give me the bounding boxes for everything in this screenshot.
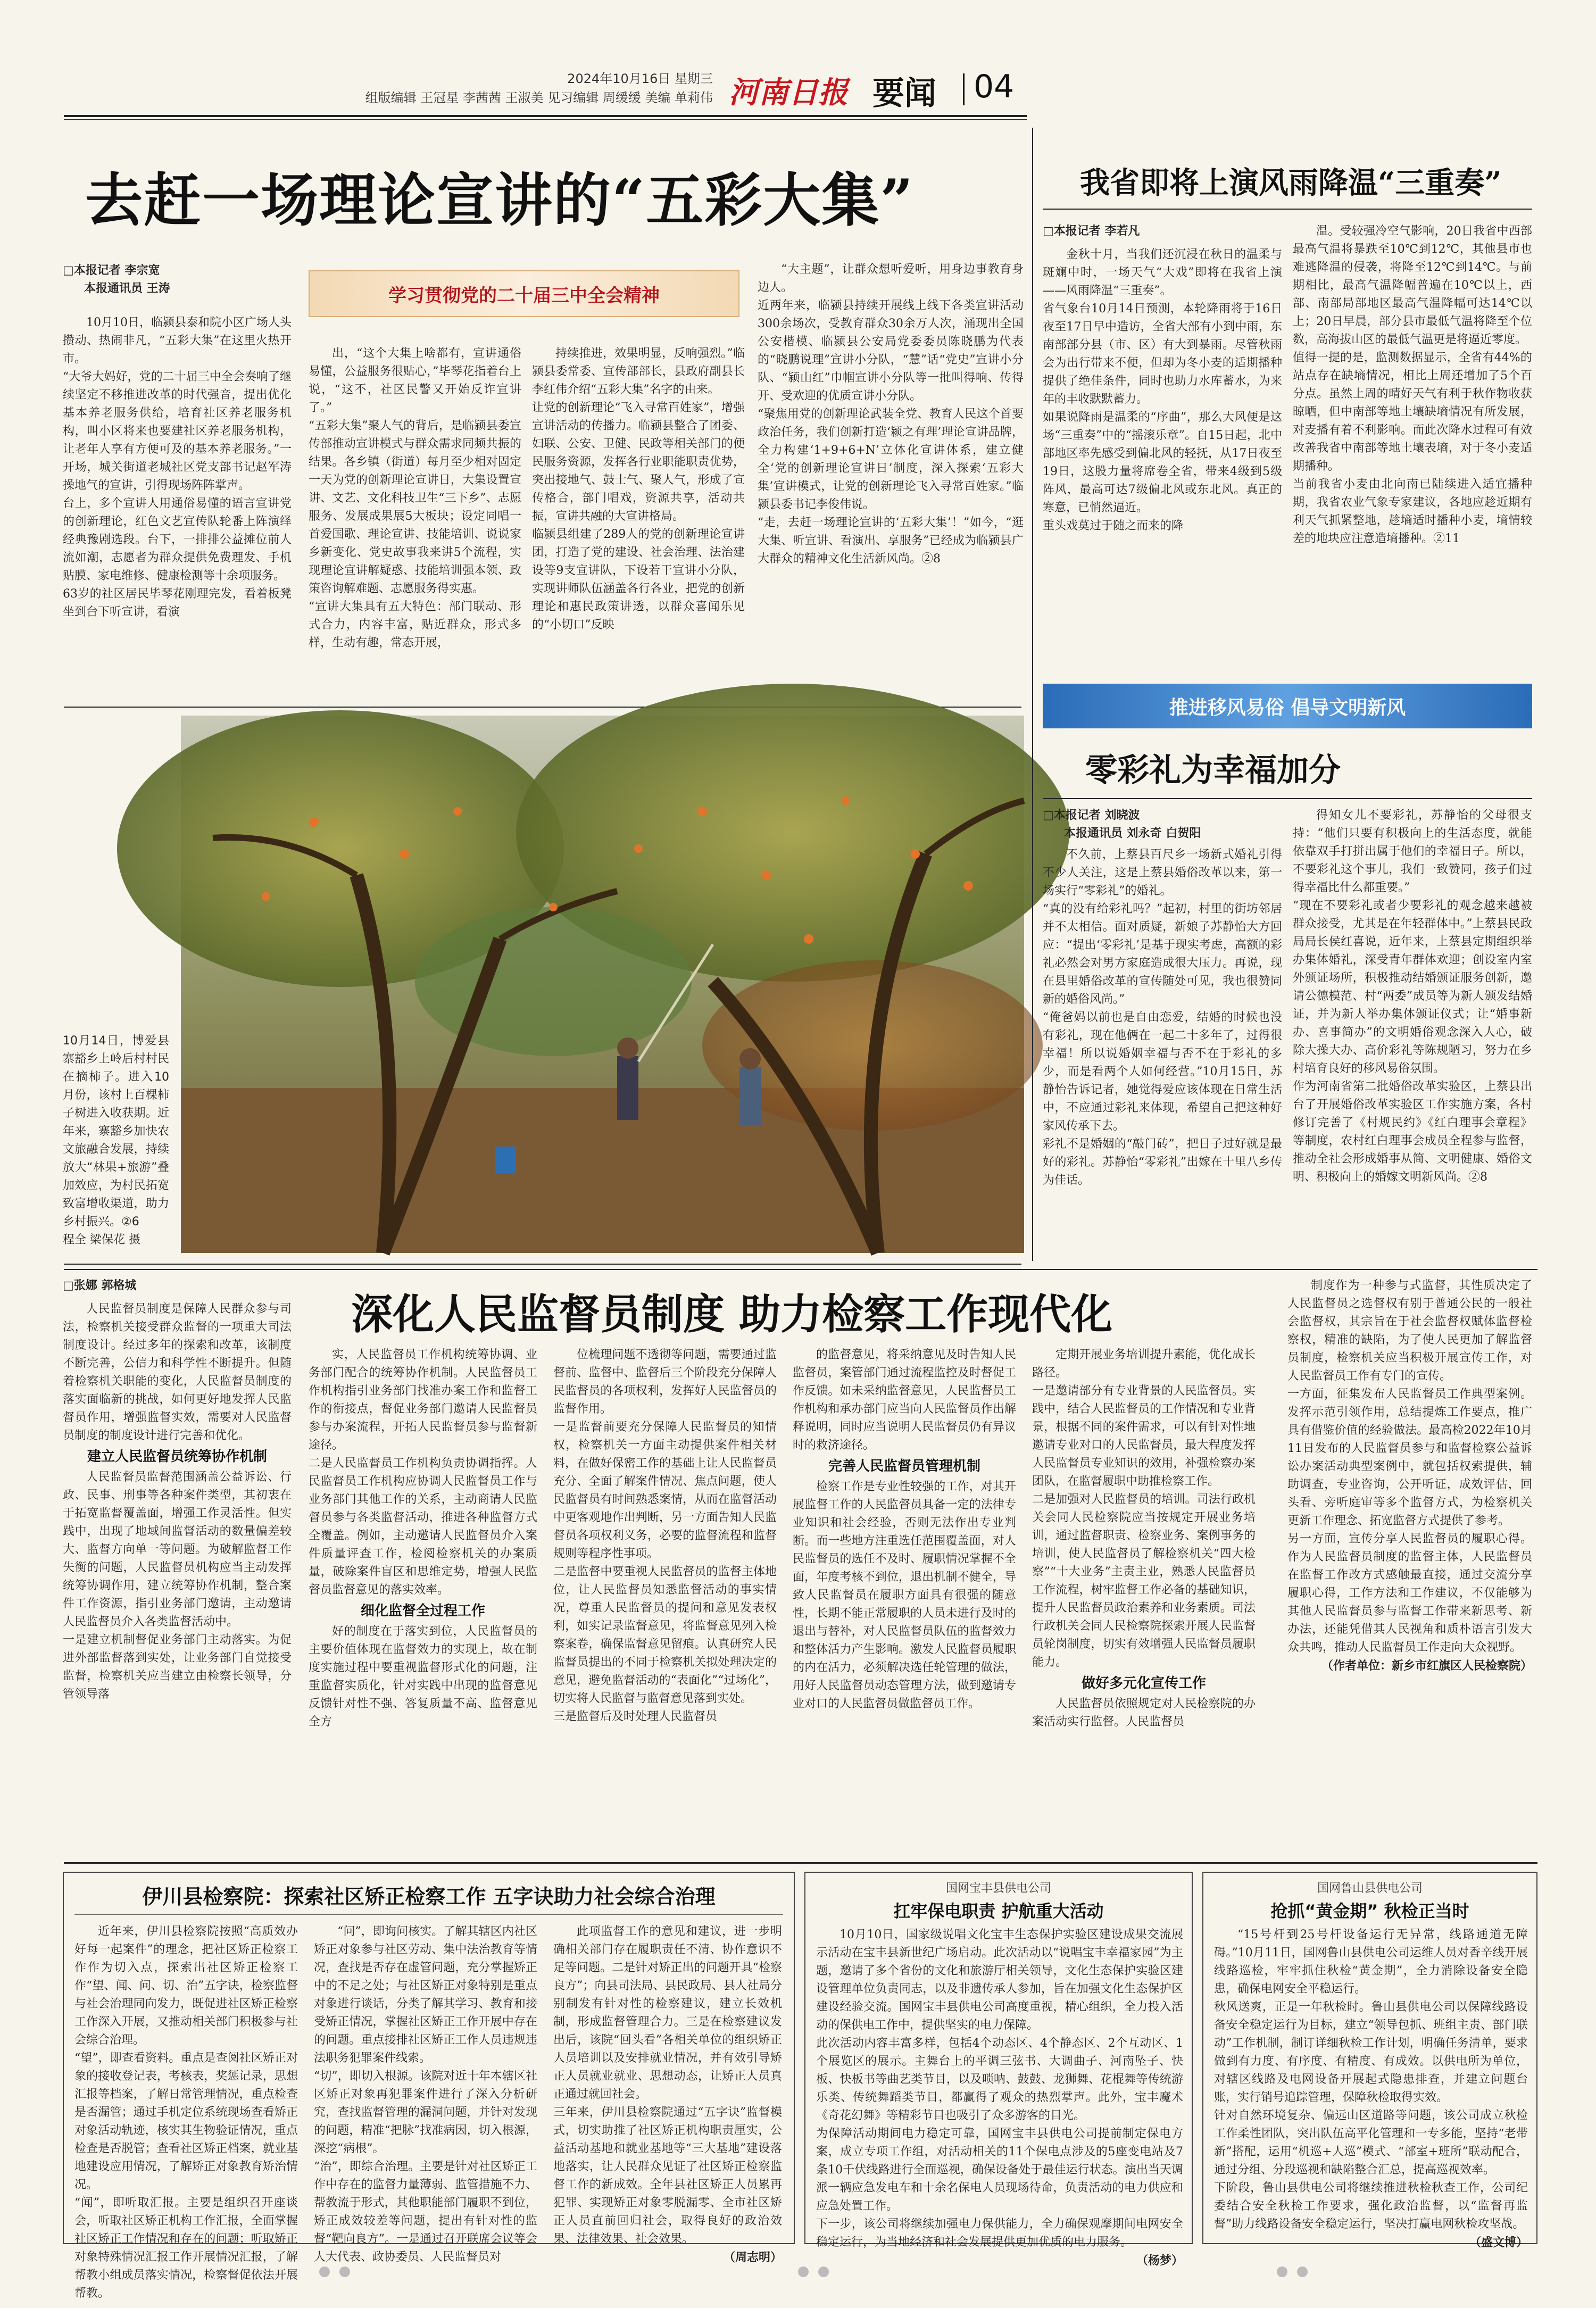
lushan-company: 国网鲁山县供电公司 <box>1317 1882 1423 1895</box>
supervisor-subhead-1: 建立人民监督员统筹协作机制 <box>87 1449 267 1465</box>
yichuan-box <box>63 1872 795 2300</box>
weather-rule <box>1043 209 1532 210</box>
bottom-nav-right <box>1277 2267 1308 2277</box>
supervisor-column-6 <box>1287 1277 1532 1854</box>
supervisor-headline: 深化人民监督员制度 助力检察工作现代化 <box>351 1290 1113 1339</box>
bride-byline <box>1043 807 1201 843</box>
bride-reporter: □本报记者 刘晓波 <box>1043 809 1140 822</box>
persimmon-photo <box>181 716 1024 1253</box>
baofeng-company: 国网宝丰县供电公司 <box>945 1882 1051 1895</box>
lushan-column <box>1214 1926 1528 2249</box>
right-column-divider <box>1032 128 1033 1261</box>
supervisor-col1-text: 人民监督员制度是保障人民群众参与司法，检察机关接受群众监督的一项重大司法制度设计。经过多年的探索和改革，该制度不断完善，公信力和科学性不断提升。但随着检察机关职能的变化，人民监督员制度的落实面临新的挑战，如何更好地发挥人民监督员作用，增强监督实效，需要对人民监督员制度的制度设计进行完善和优化。 <box>63 1302 292 1442</box>
bride-rule <box>1043 798 1532 799</box>
baofeng-column <box>816 1926 1183 2268</box>
lower-rule <box>64 1862 1537 1864</box>
supervisor-col1b-text: 人民监督员监督范围涵盖公益诉讼、行政、民事、刑事等各种案件类型，其初衷在于拓宽监督覆盖面，增强工作灵活性。但实践中，出现了地域间监督活动的数量偏差较大、监督方向单一等问题。为破解监督工作失衡的问题，人民监督员机构应当主动发挥统筹协调作用，建立统筹协作机制，整合案件工作资源，指引业务部门邀请，主动邀请人民监督员介入各类监督活动中。 一是建立机制督促业务部门主动落实。为促进外部监督落到实处，让业务部门自觉接受监督，检察机关应当建立由检察长领导，分管领导落 <box>63 1471 292 1701</box>
lushan-author: （盛文博） <box>1469 2236 1528 2249</box>
weather-headline: 我省即将上演风雨降温“三重奏” <box>1080 165 1502 201</box>
photo-bottom-rule <box>64 1264 1021 1265</box>
supervisor-subhead-4: 做好多元化宣传工作 <box>1081 1675 1206 1691</box>
civility-banner-text: 推进移风易俗 倡导文明新风 <box>1169 696 1406 719</box>
baofeng-author: （杨梦） <box>1136 2254 1183 2268</box>
lead-reporter: □本报记者 李宗宽 <box>63 264 160 277</box>
section-divider <box>963 73 965 105</box>
weather-column-1: 金秋十月，当我们还沉浸在秋日的温柔与斑斓中时，一场天气“大戏”即将在我省上演——风雨降温“三重奏”。 省气象台10月14日预测，本轮降雨将于16日夜至17日早中造访，全省大部有小到中雨，东南部部分县（市、区）有大到暴雨。尽管秋雨会为出行带来不便，但却为冬小麦的适期播种提供了绝佳条件，同时也助力水库蓄水，为来年的丰收默默蓄力。 如果说降雨是温柔的“序曲”，那么大风便是这场“三重奏”中的“摇滚乐章”。自15日起，北中部地区率先感受到偏北风的轻抚，从17日夜至19日，这股力量将席卷全省，带来4级到5级阵风，最高可达7级偏北风或东北风。真正的寒意，已悄然逼近。 重头戏莫过于随之而来的降 <box>1043 248 1282 533</box>
nav-dot-icon <box>818 2267 829 2277</box>
section-title: 要闻 <box>872 75 936 112</box>
nav-dot-icon <box>798 2267 809 2277</box>
bride-headline: 零彩礼为幸福加分 <box>1085 752 1341 789</box>
supervisor-byline: □张娜 郭格城 <box>63 1279 137 1292</box>
supervisor-column-4 <box>793 1346 1016 1854</box>
lead-byline <box>63 262 222 298</box>
supervisor-col4b-text: 检察工作是专业性较强的工作，对其开展监督工作的人民监督员具备一定的法律专业知识和社会经验，否则无法作出专业判断。而一些地方注重选任范围覆盖面，对人民监督员的选任不及时、履职情况掌握不全面，年度考核不到位，退出机制不健全，导致人民监督员在履职方面具有很强的随意性，长期不能正常履职的人员未进行及时的退出与替补，对人民监督员队伍的监督效力和整体活力产生影响。激发人民监督员履职的内在活力，必须解决选任轮管理的做法，用好人民监督员动态管理方法，做到邀请专业对口的人民监督员做监督员工作。 <box>793 1480 1016 1711</box>
bottom-nav-center <box>798 2267 829 2277</box>
yichuan-column-2: “问”，即询问核实。了解其辖区内社区矫正对象参与社区劳动、集中法治教育等情况，查找是否存在虚管问题，充分掌握矫正中的不足之处；与社区矫正对象特别是重点对象进行谈话，分类了解其学习、教育和接受矫正情况，掌握社区矫正工作开展中存在的问题。重点接排社区矫正工作人员违规违法职务犯罪案件线索。 “切”，即切入根源。该院对近十年本辖区社区矫正对象再犯罪案件进行了深入分析研究，查找监督管理的漏洞问题，并针对发现的问题，精准“把脉”找准病因，切入根源，深挖“病根”。 “治”，即综合治理。主要是针对社区矫正工作中存在的监督力量薄弱、监管措施不力、帮教流于形式，其他职能部门履职不到位，矫正成效较差等问题，提出有针对性的监督“靶向良方”。一是通过召开联席会议等会人大代表、政协委员、人民监督员对 <box>314 1925 537 2264</box>
lead-column-1: 10月10日，临颍县泰和院小区广场人头攒动、热闹非凡，“五彩大集”在这里火热开市。 “大爷大妈好，党的二十届三中全会奏响了继续坚定不移推进改革的时代强音，提出优化基本养老服务供给，培育社区养老服务机构，叫小区将来也要建社区养老服务机构，让老年人享有方便可及的基本养老服务。”一开场，城关街道老城社区党支部书记赵军涛操地气的宣讲，引得现场阵阵掌声。 台上，多个宣讲人用通俗易懂的语言宣讲党的创新理论，红色文艺宣传队轮番上阵演绎经典豫剧选段。台下，一排排公益摊位前人流如潮，志愿者为群众提供免费理发、手机贴膜、家电维修、健康检测等十余项服务。 63岁的社区居民毕琴花刚理完发，看着板凳坐到台下听宣讲，看演 <box>63 316 292 619</box>
yichuan-headline: 伊川县检察院：探索社区矫正检察工作 五字诀助力社会综合治理 <box>142 1885 716 1908</box>
nav-dot-icon <box>1297 2267 1308 2277</box>
yichuan-column-1: 近年来，伊川县检察院按照“高质效办好每一起案件”的理念，把社区矫正检察工作作为切入点，探索出社区矫正检察工作“望、闻、问、切、治”五字诀，检察监督与社会治理同向发力，既促进社区矫正检察工作深入开展，又推动相关部门积极参与社会综合治理。 “望”，即查看资料。重点是查阅社区矫正对象的接收登记表，考核表，奖惩记录，思想汇报等档案，了解日常管理情况，重点检查是否漏管；通过手机定位系统现场查看矫正对象活动轨迹，核实其生物验证情况，重点检查是否脱管；查看社区矫正档案，就业基地建设应用情况，了解矫正对象教育矫治情况。 “闻”，即听取汇报。主要是组织召开座谈会，听取社区矫正机构工作汇报，全面掌握社区矫正工作情况和存在的问题；听取矫正对象特殊情况汇报工作开展情况汇报，了解帮教小组成员落实情况，检察督促依法开展帮教。 <box>74 1925 298 2300</box>
lead-column-4: “大主题”，让群众想听爱听，用身边事教育身边人。 近两年来，临颍县持续开展线上线下各类宣讲活动300余场次，受教育群众30余万人次，涌现出全国公安楷模、临颍县公安局党委委员陈晓鹏为代表的“晓鹏说理”宣讲小分队，“慧”话“党史”宣讲小分队、“颍山红”巾帼宣讲小分队等一批叫得响、传得开、受欢迎的优质宣讲小分队。 “聚焦用党的创新理论武装全党、教育人民这个首要政治任务，我们创新打造‘颍之有理’理论宣讲品牌，全力构建‘1+9+6+N’立体化宣讲体系，建立健全‘党的创新理论宣讲日’制度，深入探索‘五彩大集’宣讲模式，让党的创新理论飞入寻常百姓家。”临颍县委书记李俊伟说。 “走，去赶一场理论宣讲的‘五彩大集’！”如今，“逛大集、听宣讲、看演出、享服务”已经成为临颍县广大群众的精神文化生活新风尚。②8 <box>758 263 1024 566</box>
yichuan-column-3 <box>553 1923 782 2264</box>
yichuan-rule <box>74 1914 783 1915</box>
villager-figure-2 <box>739 1067 761 1125</box>
bride-column-1: 不久前，上蔡县百尺乡一场新式婚礼引得不少人关注，这是上蔡县婚俗改革以来，第一场实行“零彩礼”的婚礼。 “真的没有给彩礼吗？”起初，村里的街坊邻居并不太相信。面对质疑，新娘子苏静怡大方回应：“提出‘零彩礼’是基于现实考虑，高额的彩礼必然会对男方家庭造成很大压力。再说，现在县里婚俗改革的宣传随处可见，我也很赞同新的婚俗风尚。” “俺爸妈以前也是自由恋爱，结婚的时候也没有彩礼，现在他俩在一起二十多年了，过得很幸福！所以说婚姻幸福与否不在于彩礼的多少，而是看两个人如何经营。”10月15日，苏静怡告诉记者，她觉得爱应该体现在日常生活中，不应通过彩礼来体现，希望自己把这种好家风传承下去。 彩礼不是婚姻的“敲门砖”，把日子过好就是最好的彩礼。苏静怡“零彩礼”出嫁在十里八乡传为佳话。 <box>1043 848 1282 1187</box>
weather-column-2: 温。受较强冷空气影响，20日我省中西部最高气温将暴跌至10℃到12℃，其他县市也难逃降温的侵袭，将降至12℃到14℃。与前期相比，最高气温降幅普遍在10℃以上，西部、南部局部地区最高气温降幅可达14℃以上；20日早晨，部分县市最低气温将降至个位数，高海拔山区的最低气温更是将逼近零度。 值得一提的是，监测数据显示，全省有44%的站点存在缺墒情况，相比上周还增加了5个百分点。虽然上周的晴好天气有利于秋作物收获晾晒，但中南部等地土壤缺墒情况有所发展，对麦播有着不利影响。而此次降水过程可有效改善我省中南部等地土壤表墒，对于冬小麦适期播种。 当前我省小麦由北向南已陆续进入适宜播种期，我省农业气象专家建议，各地应趁近期有利天气抓紧整地，趁墒适时播种小麦，墒情较差的地块应注意造墒播种。②11 <box>1293 225 1532 545</box>
villager-figure-1 <box>617 1056 638 1120</box>
supervisor-column-5 <box>1032 1346 1256 1854</box>
supervisor-col4-text: 的监督意见，将采纳意见及时告知人民监督员，案管部门通过流程监控及时督促工作反馈。如未采纳监督意见，人民监督员工作机构和承办部门应当向人民监督员作出解释说明，同时应当说明人民监督员仍有异议时的救济途径。 <box>793 1348 1016 1452</box>
yichuan-author: （周志明） <box>723 2251 782 2264</box>
header-rule-thin <box>64 119 1027 120</box>
supervisor-author-note: （作者单位：新乡市红旗区人民检察院） <box>1321 1659 1532 1673</box>
yichuan-col3-text: 此项监督工作的意见和建议，进一步明确相关部门存在履职责任不清、协作意识不足等问题。二是针对矫正出的问题开具“检察良方”；向县司法局、县民政局、县人社局分别制发有针对性的检察建议，建立长效机制，形成监督管理合力。三是在检察建议发出后，该院“回头看”各相关单位的组织矫正人员培训以及安排就业情况，并有效引导矫正人员就业就业、思想动态，让矫正人员真正通过就回社会。 三年来，伊川县检察院通过“五字诀”监督模式，切实助推了社区矫正机构职责厘实，公益活动基地和就业基地等“三大基地”建设落地落实，让人民群众见证了社区矫正检察监督工作的新成效。全年县社区矫正人员累再犯罪、实现矫正对象零脱漏零、全市社区矫正人员直前回归社会，取得良好的政治效果、法律效果、社会效果。 <box>553 1925 782 2246</box>
header-date: 2024年10月16日 星期三 <box>567 71 713 86</box>
header-rule <box>64 115 1027 117</box>
supervisor-column-2 <box>309 1346 537 1854</box>
supervisor-col2-text: 实，人民监督员工作机构统筹协调、业务部门配合的统筹协作机制。人民监督员工作机构指引业务部门找准办案工作和监督工作的衔接点，督促业务部门邀请人民监督员参与办案流程，开拓人民监督员参与监督新途径。 二是人民监督员工作机构负责协调指挥。人民监督员工作机构应协调人民监督员工作与业务部门其他工作的关系，主动商请人民监督员参与各类监督活动，推进各种监督方式全覆盖。例如，主动邀请人民监督员介入案件质量评查工作，检阅检察机关的办案质量，破除案件盲区和思维定势，增强人民监督员监督意见的落实效率。 <box>309 1348 537 1597</box>
supervisor-column-1 <box>63 1300 292 1854</box>
lushan-text: “15号杆到25号杆设备运行无异常，线路通道无障碍。”10月11日，国网鲁山县供电公司运维人员对香辛线开展线路巡检，牢牢抓住秋检“黄金期”，全力消除设备安全隐患，确保电网安全平稳运行。 秋风送爽，正是一年秋检时。鲁山县供电公司以保障线路设备安全稳定运行为目标，建立“领导包抓、班组主责、部门联动”工作机制，制订详细秋检工作计划，明确任务清单，要求做到有力度、有序度、有精度、有成效。以供电所为单位，对辖区线路及电网设备开展起式隐患排查，并建立问题台账，实行销号追踪管理，保障秋检取得实效。 针对自然环境复杂、偏远山区道路等问题，该公司成立秋检工作柔性团队，突出队伍高平化管理和一专多能，坚持“老带新”搭配，运用“机巡+人巡”模式、“部室+班所”联动配合，通过分组、分段巡视和缺陷整合汇总，提高巡视效率。 下阶段，鲁山县供电公司将继续推进秋检秋查工作，公司纪委结合安全秋检工作要求，强化政治监督，以“监督再监督”助力线路设备安全稳定运行，坚决打赢电网秋检攻坚战。 <box>1214 1928 1528 2231</box>
lead-column-3: 持续推进，效果明显，反响强烈。”临颍县委常委、宣传部部长，县政府副县长李红伟介绍“五彩大集”名字的由来。 让党的创新理论“飞入寻常百姓家”，增强宣讲活动的传播力。临颍县整合了团委、妇联、公安、卫健、民政等相关部门的便民服务资源，发挥各行业职能职责优势，突出接地气、鼓士气、聚人气，形成了宣传格合，部门唱戏，资源共享，活动共振，宣讲共融的大宣讲格局。 临颍县组建了289人的党的创新理论宣讲团，打造了党的建设、社会治理、法治建设等9支宣讲队，下设若干宣讲小分队，实现讲师队伍涵盖各行各业，把党的创新理论和惠民政策讲透，以群众喜闻乐见的“小切口”反映 <box>532 347 745 632</box>
persimmon-orchard-image <box>181 716 1024 1253</box>
lead-theme-text: 学习贯彻党的二十届三中全会精神 <box>388 285 660 306</box>
supervisor-column-3: 位梳理问题不透彻等问题，需要通过监督前、监督中、监督后三个阶段充分保障人民监督员的各项权利，发挥好人民监督员的监督作用。 一是监督前要充分保障人民监督员的知情权，检察机关一方面主动提供案件相关材料，在做好保密工作的基础上让人民监督员充分、全面了解案件情况、焦点问题，使人民监督员有时间熟悉案情，从而在监督活动中更客观地作出判断，另一方面告知人民监督员各项权利义务，必要的监督流程和监督规则等程序性事项。 二是监督中要重视人民监督员的监督主体地位，让人民监督员知悉监督活动的事实情况，尊重人民监督员的提问和意见发表权利，如实记录监督意见，将监督意见列入检察案卷，确保监督意见留痕。认真研究人民监督员提出的不同于检察机关拟处理决定的意见，避免监督活动的“表面化”“过场化”，切实将人民监督与监督意见落到实处。 三是监督后及时处理人民监督员 <box>553 1348 777 1723</box>
mid-rule <box>64 1269 1537 1270</box>
nav-dot-icon <box>319 2267 330 2277</box>
supervisor-subhead-2: 细化监督全过程工作 <box>360 1603 485 1619</box>
weather-byline: □本报记者 李若凡 <box>1043 225 1140 238</box>
bride-column-2: 得知女儿不要彩礼，苏静怡的父母很支持：“他们只要有积极向上的生活态度，就能依靠双手打拼出属于他们的幸福日子。所以，不要彩礼这个事儿，我们一致赞同，孩子们过得幸福比什么都重要。” “现在不要彩礼或者少要彩礼的观念越来越被群众接受，尤其是在年轻群体中。”上蔡县民政局局长侯红喜说，近年来，上蔡县定期组织举办集体婚礼，深受青年群体欢迎；创设室内室外颁证场所，积极推动结婚颁证服务创新，邀请公德模范、村“两委”成员等为新人颁发结婚证，并为新人举办集体颁证仪式；让“婚事新办、喜事简办”的文明婚俗观念深入人心，破除大操大办、高价彩礼等陈规陋习，努力在乡村培育良好的移风易俗氛围。 作为河南省第二批婚俗改革实验区，上蔡县出台了开展婚俗改革实验区工作实施方案，各村修订完善了《村规民约》《红白理事会章程》等制度，农村红白理事会成员全程参与监督，推动全社会形成婚事从简、文明健康、婚俗文明、积极向上的婚嫁文明新风尚。②8 <box>1293 809 1532 1184</box>
lushan-box <box>1202 1872 1537 2249</box>
nav-dot-icon <box>1277 2267 1287 2277</box>
basket-bucket <box>495 1147 516 1173</box>
lead-correspondent: 本报通讯员 王涛 <box>84 282 170 295</box>
baofeng-headline: 扛牢保电职责 护航重大活动 <box>893 1901 1104 1921</box>
nav-dot-icon <box>339 2267 350 2277</box>
supervisor-col5-text: 定期开展业务培训提升素能，优化成长路径。 一是邀请部分有专业背景的人民监督员。实践中，结合人民监督员的工作情况和专业背景，根据不同的案件需求，可以有针对性地邀请专业对口的人民监督员，最大程度发挥人民监督员专业知识的效用，补强检察办案团队，在监督履职中助推检察工作。 二是加强对人民监督员的培训。司法行政机关会同人民检察院应当按规定开展业务培训，通过监督职责、检察业务、案例事务的培训，使人民监督员了解检察机关“四大检察”“十大业务”主责主业，熟悉人民监督员工作流程，树牢监督工作必备的基础知识，提升人民监督员政治素养和业务素质。司法行政机关会同人民检察院探索开展人民监督员轮岗制度，切实有效增强人民监督员履职能力。 <box>1032 1348 1256 1669</box>
page-number: 04 <box>974 68 1015 105</box>
supervisor-col6-text: 制度作为一种参与式监督，其性质决定了人民监督员之选督权有别于普通公民的一般社会监督权，其宗旨在于社会监督权赋体监督检察权，精准的缺陷，为了使人民更加了解监督员制度，检察机关应当积极开展宣传工作，对人民监督员工作有专门的宣传。 一方面，征集发布人民监督员工作典型案例。发挥示范引领作用，总结提炼工作要点，推广具有借鉴价值的经验做法。最高检2022年10月11日发布的人民监督员参与和监督检察公益诉讼办案活动典型案例中，就包括权索提供，辅助调查，专业咨询，公开听证，成效评估，回头看、旁听庭审等多个监督方式，为检察机关更新工作理念、拓宽监督方式提供了参考。 另一方面，宣传分享人民监督员的履职心得。作为人民监督员制度的监督主体，人民监督员在监督工作改方式感触最直接，通过交流分享履职心得，工作方法和工作建议，不仅能够为其他人民监督员参与监督工作带来新思考、新办法，还能凭借其人民视角和质朴语言引发大众共鸣，推动人民监督员工作走向大众视野。 <box>1287 1279 1532 1654</box>
baofeng-box <box>804 1872 1193 2268</box>
header-editors: 组版编辑 王冠星 李茜茜 王淑美 见习编辑 周缓缓 美编 单莉伟 <box>365 90 713 105</box>
supervisor-subhead-3: 完善人民监督员管理机制 <box>828 1458 980 1474</box>
newspaper-logo: 河南日报 <box>729 75 848 110</box>
civility-banner <box>1043 684 1532 728</box>
lushan-headline: 抢抓“黄金期” 秋检正当时 <box>1270 1901 1469 1921</box>
bottom-nav-left <box>319 2267 350 2277</box>
supervisor-col5b-text: 人民监督员依照规定对人民检察院的办案活动实行监督。人民监督员 <box>1032 1697 1256 1729</box>
lead-headline: 去赶一场理论宣讲的“五彩大集” <box>85 167 915 234</box>
bride-correspondent: 本报通讯员 刘永奇 白贺阳 <box>1064 827 1201 840</box>
lead-column-2: 出，“这个大集上啥都有，宣讲通俗易懂，公益服务很贴心，”毕琴花指着台上说，“这不，社区民警又开始反诈宣讲了。” “五彩大集”聚人气的背后，是临颍县委宣传部推动宣讲模式与群众需求同频共振的结果。各乡镇（街道）每月至少相对固定一天为党的创新理论宣讲日，大集设置宣讲、文艺、文化科技卫生“三下乡”、志愿服务、发展成果展5大板块；设定同唱一首爱国歌、理论宣讲、技能培训、说说家乡新变化、党史故事我来讲5个流程，实现理论宣讲解疑惑、技能培训强本领、政策咨询解难题、志愿服务得实惠。 “宣讲大集具有五大特色：部门联动、形式合力，内容丰富，贴近群众，形式多样，生动有趣，常态开展， <box>309 347 521 650</box>
baofeng-text: 10月10日，国家级说唱文化宝丰生态保护实验区建设成果交流展示活动在宝丰县新世纪广场启动。此次活动以“说唱宝丰幸福家园”为主题，邀请了多个省份的文化和旅游厅相关领导，文化生态保护实验区建设管理单位负责同志，以及非遗传承人参加，旨在加强文化生态保护区建设经验交流。国网宝丰县供电公司高度重视，精心组织，全力投入活动的保供电工作中，提供坚实的电力保障。 此次活动内容丰富多样，包括4个动态区、4个静态区、2个互动区、1个展览区的展示。主舞台上的平调三弦书、大调曲子、河南坠子、快板、快板书等曲艺类节目，以及唢呐、鼓鼓、龙狮舞、花棍舞等传统游乐类、传统舞蹈类节目，都赢得了观众的热烈掌声。此外，宝丰魔术《奇花幻舞》等精彩节目也吸引了众多游客的目光。 为保障活动期间电力稳定可靠，国网宝丰县供电公司提前制定保电方案，成立专项工作组，对活动相关的11个保电点涉及的5座变电站及7条10千伏线路进行全面巡视，确保设备处于最佳运行状态。演出当天调派一辆应急发电车和十余名保电人员现场待命，负责活动的电力供应和应急处置工作。 下一步，该公司将继续加强电力保供能力，全力确保观摩期间电网安全稳定运行，为当地经济和社会发展提供更加优质的电力服务。 <box>816 1928 1183 2249</box>
lead-theme-banner <box>309 270 739 317</box>
photo-caption: 10月14日，博爱县寨豁乡上岭后村村民在摘柿子。进入10月份，该村上百棵柿子树进入收获期。近年来，寨豁乡加快农文旅融合发展，持续放大“林果+旅游”叠加效应，为村民拓宽致富增收渠道，助力乡村振兴。②6 程全 梁保花 摄 <box>63 1034 169 1247</box>
supervisor-col2b-text: 好的制度在于落实到位，人民监督员的主要价值体现在监督效力的实现上，故在制度实施过程中要重视监督形式化的问题，注重监督实质化，针对实践中出现的监督意见反馈针对性不强、答复质量不高、监督意见全方 <box>309 1625 537 1729</box>
